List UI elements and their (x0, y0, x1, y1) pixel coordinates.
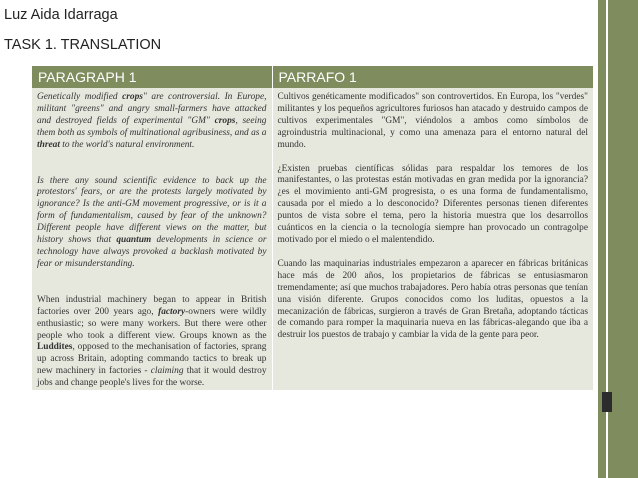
spanish-paragraph-3: Cuando las maquinarias industriales empezaron a aparecer en fábricas británicas hace más de 200 años, los propietarios de fábricas se entusiasmaron tremendamente; así que muchos trabajadores. Pero había otras personas que tenían una visión diferente. Grupos conocidos como los luditas, opuestos a la mecanización de fábricas, surgieron a través de Gran Bretaña, adoptando tácticas de comando para romper la maquinaria nueva en las fábricas-alegando que iba a destruir los puestos de trabajo y cambiar la vida de la gente para peor. (277, 258, 588, 341)
bold-term: factory (158, 306, 186, 317)
table-header-row (32, 66, 593, 88)
spanish-cell (272, 88, 593, 390)
sidebar-accent (602, 392, 612, 412)
spacer (37, 152, 267, 176)
task-title: TASK 1. TRANSLATION (4, 37, 162, 53)
text-span: developments in science or technology have always provoked a backlash motivated by fear or misunderstanding. (37, 235, 267, 269)
text-span: , seeing them both as symbols of multinational agribusiness, and as a (37, 115, 267, 138)
italic-term: claiming (150, 366, 184, 377)
header-english: PARAGRAPH 1 (32, 66, 272, 88)
english-paragraph-2 (37, 176, 267, 271)
text-span: , opposed to the mechanisation of factories, sprang up across Britain, adopting commando tactics to break up new machinery in factories - (37, 342, 267, 377)
bold-term: quantum (116, 235, 152, 246)
bold-term: Luddites (37, 342, 73, 353)
english-paragraph-3 (37, 295, 267, 390)
author-name: Luz Aida Idarraga (4, 7, 118, 23)
header-spanish: PARRAFO 1 (272, 66, 593, 88)
text-span: to the world's natural environment. (59, 139, 195, 150)
spanish-paragraph-1: Cultivos genéticamente modificados" son controvertidos. En Europa, los "verdes" militantes y los pequeños agricultores furiosos han atacado y destruido campos de cultivos experimentales "GM", viéndolos a ambos como símbolos de agroindustria multinacional, y como una amenaza para el entorno natural del mundo. (277, 92, 588, 150)
translation-table (32, 66, 593, 390)
spacer (278, 342, 589, 350)
text-span: Is there any sound scientific evidence to back up the protestors' fears, or are the protests largely motivated by ignorance? Is the anti-GM movement progressive, or is it a form of fundamentalism, caused by fear of the unknown? Different people have different views on the matter, but history shows that (37, 175, 267, 246)
english-cell (32, 88, 272, 390)
spacer (278, 152, 589, 164)
bold-term: threat (37, 139, 60, 150)
text-span: -owners were wildly enthusiastic; so were many workers. But there were other people who took a different view. Groups known as the (37, 306, 267, 341)
text-span: When industrial machinery began to appear in British factories over 200 years ago, (37, 294, 267, 317)
bold-term: crops (214, 115, 236, 126)
text-span: " are controversial. In Europe, militant "greens" and angry small-farmers have attacked and destroyed fields of experimental "GM" (37, 92, 267, 126)
english-paragraph-1 (37, 92, 267, 152)
text-span: Genetically modified (37, 92, 123, 102)
spacer (37, 271, 267, 295)
spanish-paragraph-2: ¿Existen pruebas científicas sólidas para respaldar los temores de los manifestantes, o las protestas están motivadas en gran medida por la ignorancia? ¿es el movimiento anti-GM progresista, o es una forma de fundamentalismo, causada por el miedo a lo desconocido? Diferentes personas tienen diferentes puntos de vista sobre el tema, pero la historia muestra que los desarrollos cuánticos en la ciencia o la tecnología siempre han provocado un contragolpe motivado por el miedo o el malentendido. (277, 163, 588, 245)
decorative-sidebar (596, 0, 638, 478)
bold-term: crops (122, 92, 143, 102)
spacer (278, 247, 589, 259)
table-row (32, 88, 593, 390)
text-span: that it would destroy jobs and change people's lives for the worse. (37, 366, 267, 389)
